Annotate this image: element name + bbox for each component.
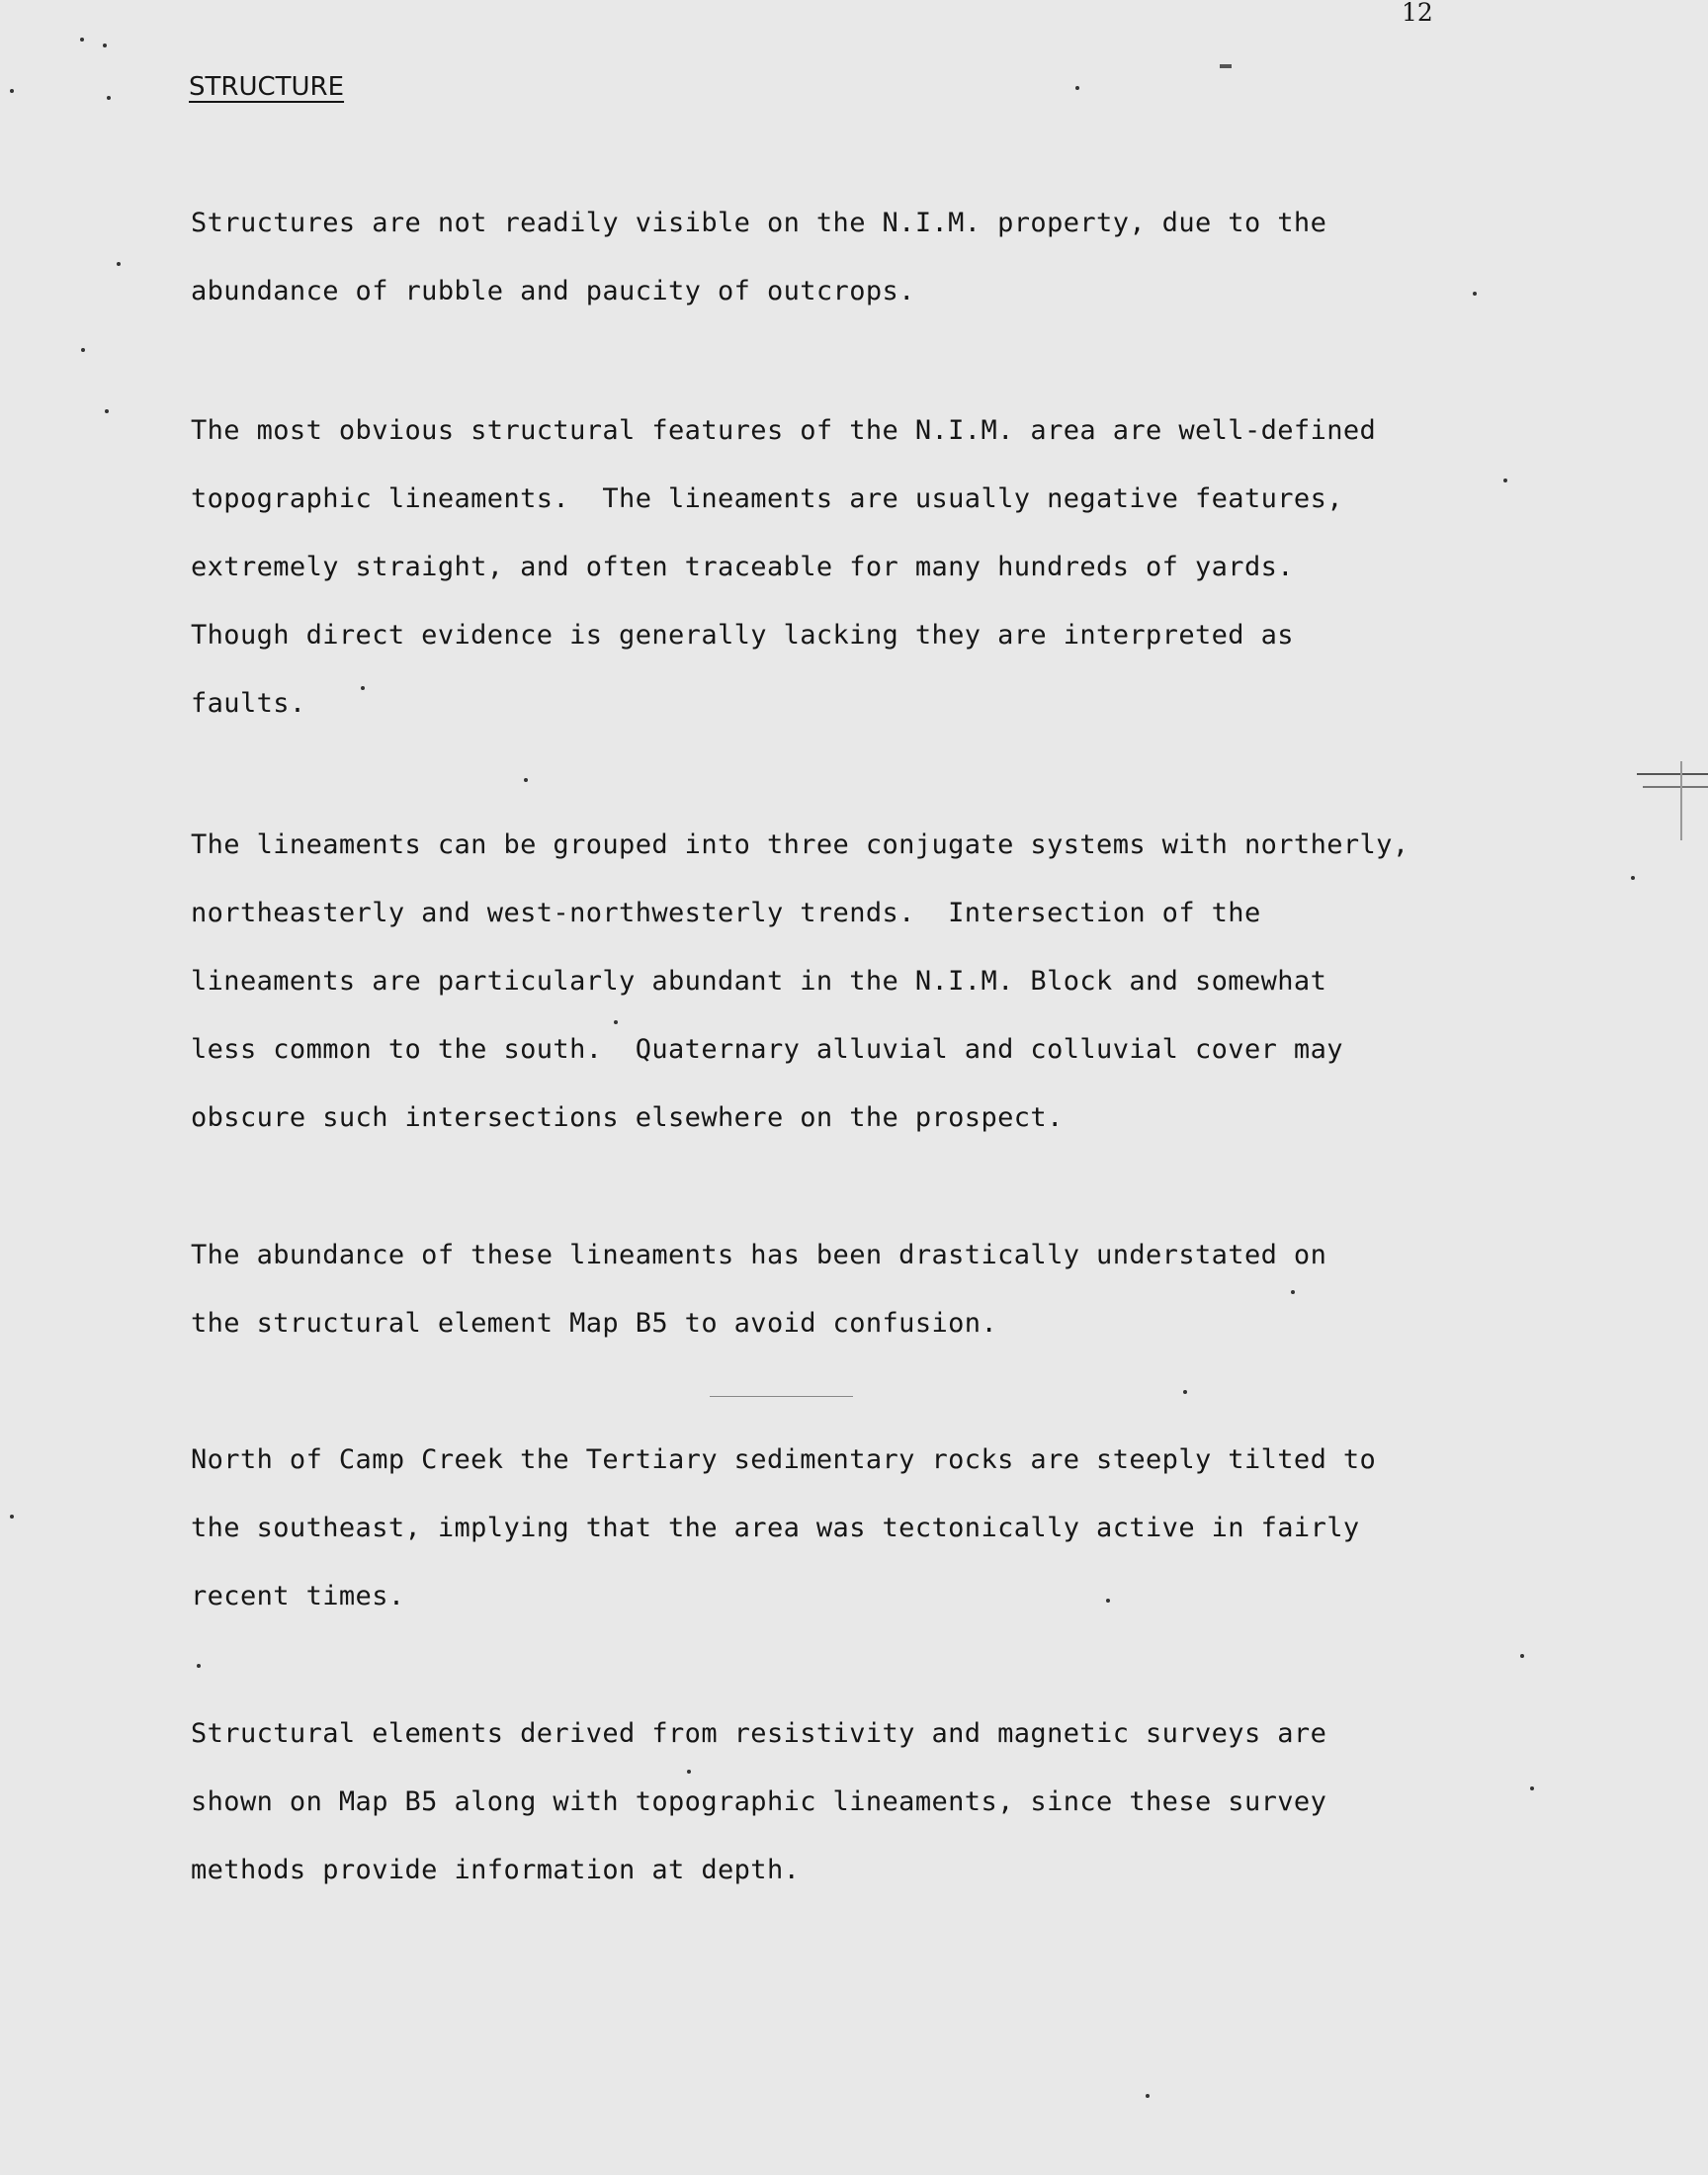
text-line: extremely straight, and often traceable for many hundreds of yards. <box>191 552 1294 582</box>
text-line: methods provide information at depth. <box>191 1855 801 1885</box>
scan-speck <box>81 348 85 352</box>
text-line: abundance of rubble and paucity of outcrops. <box>191 276 915 306</box>
scan-speck <box>1291 1290 1295 1294</box>
text-line: Structural elements derived from resistivity and magnetic surveys are <box>191 1718 1327 1749</box>
text-line: North of Camp Creek the Tertiary sedimentary rocks are steeply tilted to <box>191 1444 1377 1475</box>
paragraph <box>191 189 1555 325</box>
text-line: The lineaments can be grouped into three conjugate systems with northerly, <box>191 829 1409 860</box>
text-line: The most obvious structural features of the N.I.M. area are well-defined <box>191 415 1377 446</box>
scan-speck <box>1631 876 1635 880</box>
text-line: less common to the south. Quaternary alluvial and colluvial cover may <box>191 1034 1343 1065</box>
scan-speck <box>105 409 109 413</box>
scan-mark <box>1637 773 1708 775</box>
scan-speck <box>107 96 111 100</box>
paragraph <box>191 1699 1555 1904</box>
scan-speck <box>1075 86 1079 90</box>
scan-speck <box>1106 1599 1110 1603</box>
scan-speck <box>1473 292 1477 296</box>
text-line: northeasterly and west-northwesterly trends. Intersection of the <box>191 898 1261 928</box>
text-line: obscure such intersections elsewhere on the prospect. <box>191 1102 1064 1133</box>
scan-speck <box>361 686 365 690</box>
paragraph <box>191 396 1555 738</box>
text-line: The abundance of these lineaments has been drastically understated on <box>191 1240 1327 1270</box>
scan-speck <box>614 1020 618 1024</box>
text-line: Structures are not readily visible on the N.I.M. property, due to the <box>191 208 1327 238</box>
text-line: faults. <box>191 688 306 719</box>
text-line: topographic lineaments. The lineaments are usually negative features, <box>191 483 1343 514</box>
scan-speck <box>103 44 107 47</box>
text-line: the structural element Map B5 to avoid confusion. <box>191 1308 998 1339</box>
scan-speck <box>197 1664 201 1668</box>
scan-speck <box>524 778 528 782</box>
scan-speck <box>10 89 14 93</box>
text-line: Though direct evidence is generally lacking they are interpreted as <box>191 620 1294 651</box>
paragraph <box>191 811 1555 1152</box>
scan-speck <box>117 262 121 266</box>
paragraph <box>191 1426 1555 1630</box>
section-heading: STRUCTURE <box>189 72 345 102</box>
scan-mark <box>710 1396 853 1397</box>
scan-mark <box>1643 786 1708 788</box>
scan-speck <box>80 38 84 42</box>
scan-mark <box>1220 64 1232 68</box>
page-number: 12 <box>1402 0 1433 27</box>
scan-speck <box>687 1770 691 1774</box>
scan-speck <box>10 1515 14 1519</box>
scan-speck <box>1520 1654 1524 1658</box>
scan-mark <box>1680 761 1682 840</box>
scan-speck <box>1503 478 1507 482</box>
text-line: the southeast, implying that the area was tectonically active in fairly <box>191 1513 1360 1543</box>
scan-speck <box>1183 1390 1187 1394</box>
scan-speck <box>1530 1786 1534 1790</box>
text-line: lineaments are particularly abundant in the N.I.M. Block and somewhat <box>191 966 1327 997</box>
text-line: shown on Map B5 along with topographic lineaments, since these survey <box>191 1786 1327 1817</box>
scan-speck <box>1146 2094 1150 2098</box>
paragraph <box>191 1221 1555 1357</box>
text-line: recent times. <box>191 1581 405 1611</box>
